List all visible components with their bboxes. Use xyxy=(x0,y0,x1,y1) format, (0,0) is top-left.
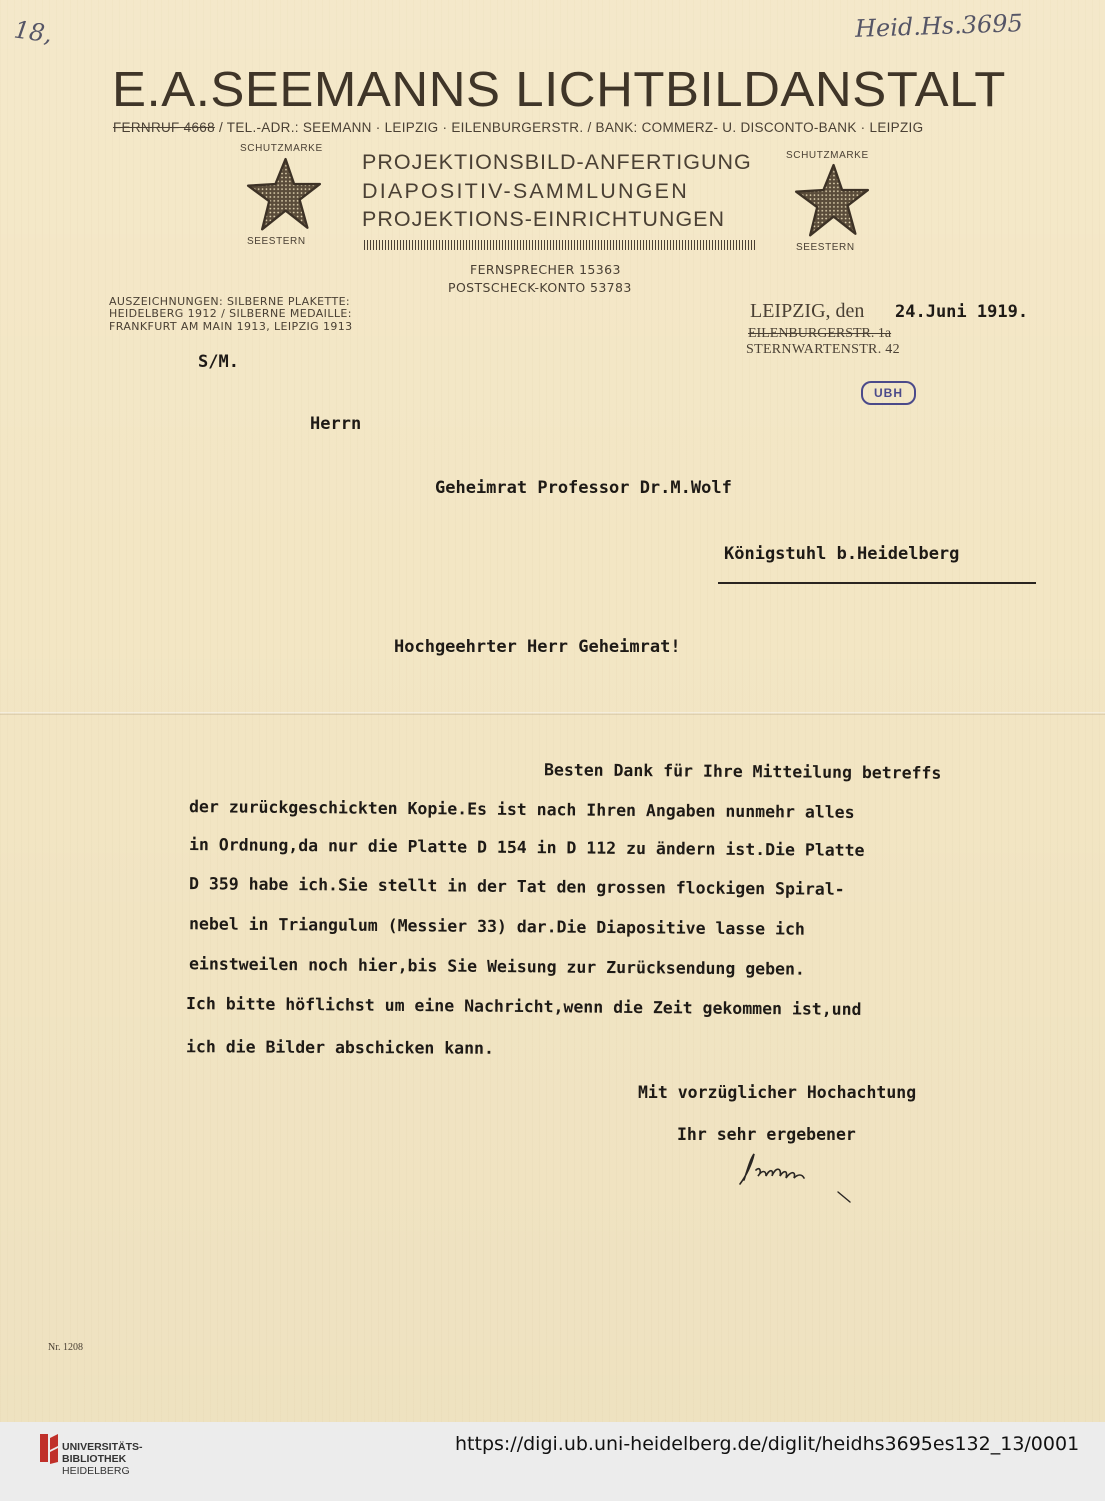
form-number: Nr. 1208 xyxy=(48,1342,83,1353)
paper-fold-line xyxy=(0,712,1105,715)
body-line: nebel in Triangulum (Messier 33) dar.Die Diapositive lasse ich xyxy=(188,914,805,939)
logo-line-2: BIBLIOTHEK xyxy=(62,1453,127,1465)
recipient-name: Geheimrat Professor Dr.M.Wolf xyxy=(435,478,732,498)
shelfmark-annotation: Heid.Hs.3695 xyxy=(854,9,1024,43)
closing-formula: Mit vorzüglicher Hochachtung xyxy=(638,1083,917,1102)
postscheck-account: POSTSCHECK-KONTO 53783 xyxy=(448,280,632,295)
greeting: Hochgeehrter Herr Geheimrat! xyxy=(394,637,681,657)
body-line: einstweilen noch hier,bis Sie Weisung zur Zurücksendung geben. xyxy=(188,954,805,979)
awards-line-1: AUSZEICHNUNGEN: SILBERNE PLAKETTE: xyxy=(109,295,351,308)
archive-number-annotation: 18, xyxy=(12,15,54,49)
trademark-label-left: SCHUTZMARKE xyxy=(240,143,323,154)
trademark-label-right: SCHUTZMARKE xyxy=(786,150,869,161)
service-line-3: PROJEKTIONS-EINRICHTUNGEN xyxy=(362,207,726,231)
awards-line-2: HEIDELBERG 1912 / SILBERNE MEDAILLE: xyxy=(109,307,352,320)
body-line: der zurückgeschickten Kopie.Es ist nach Ihren Angaben nunmehr alles xyxy=(188,797,855,822)
university-library-logo[interactable] xyxy=(62,1441,143,1477)
service-line-2: DIAPOSITIV-SAMMLUNGEN xyxy=(362,179,689,203)
starfish-logo-icon xyxy=(244,156,324,234)
company-name: E.A.SEEMANNS LICHTBILDANSTALT xyxy=(112,63,1006,117)
logo-line-3: HEIDELBERG xyxy=(62,1465,130,1477)
new-street: STERNWARTENSTR. 42 xyxy=(746,342,900,357)
body-line: in Ordnung,da nur die Platte D 154 in D 112 zu ändern ist.Die Platte xyxy=(188,835,865,860)
body-line: Besten Dank für Ihre Mitteilung betreffs xyxy=(543,760,942,783)
contact-details: / TEL.-ADR.: SEEMANN · LEIPZIG · EILENBURGERSTR. / BANK: COMMERZ- U. DISCONTO-BANK · LEIPZIG xyxy=(214,120,924,135)
recipient-place: Königstuhl b.Heidelberg xyxy=(724,544,960,564)
logo-line-1: UNIVERSITÄTS- xyxy=(62,1441,143,1453)
university-library-logo-icon[interactable] xyxy=(38,1432,60,1466)
library-stamp: UBH xyxy=(861,381,916,405)
body-line: D 359 habe ich.Sie stellt in der Tat den grossen flockigen Spiral- xyxy=(188,874,845,899)
starfish-logo-icon xyxy=(792,162,872,240)
reference-initials: S/M. xyxy=(198,352,239,372)
awards-line-3: FRANKFURT AM MAIN 1913, LEIPZIG 1913 xyxy=(109,320,353,333)
struck-old-street: EILENBURGERSTR. 1a xyxy=(748,326,892,341)
closing-valediction: Ihr sehr ergebener xyxy=(677,1125,856,1144)
service-line-1: PROJEKTIONSBILD-ANFERTIGUNG xyxy=(362,150,752,174)
contact-line xyxy=(113,120,923,135)
letter-date: 24.Juni 1919. xyxy=(895,302,1029,322)
salutation: Herrn xyxy=(310,414,362,434)
hatched-rule xyxy=(364,240,756,250)
body-line: Ich bitte höflichst um eine Nachricht,wenn die Zeit gekommen ist,und xyxy=(185,994,862,1019)
struck-fernruf: FERNRUF 4668 xyxy=(113,120,215,135)
handwritten-signature xyxy=(736,1140,856,1210)
phone-number: FERNSPRECHER 15363 xyxy=(470,262,621,277)
permalink-url[interactable]: https://digi.ub.uni-heidelberg.de/diglit/heidhs3695es132_13/0001 xyxy=(455,1433,1080,1455)
recipient-underline xyxy=(718,582,1036,584)
body-line: ich die Bilder abschicken kann. xyxy=(185,1037,495,1058)
place-label: LEIPZIG, den xyxy=(750,300,865,322)
trademark-name-right: SEESTERN xyxy=(796,242,855,253)
trademark-name-left: SEESTERN xyxy=(247,236,306,247)
